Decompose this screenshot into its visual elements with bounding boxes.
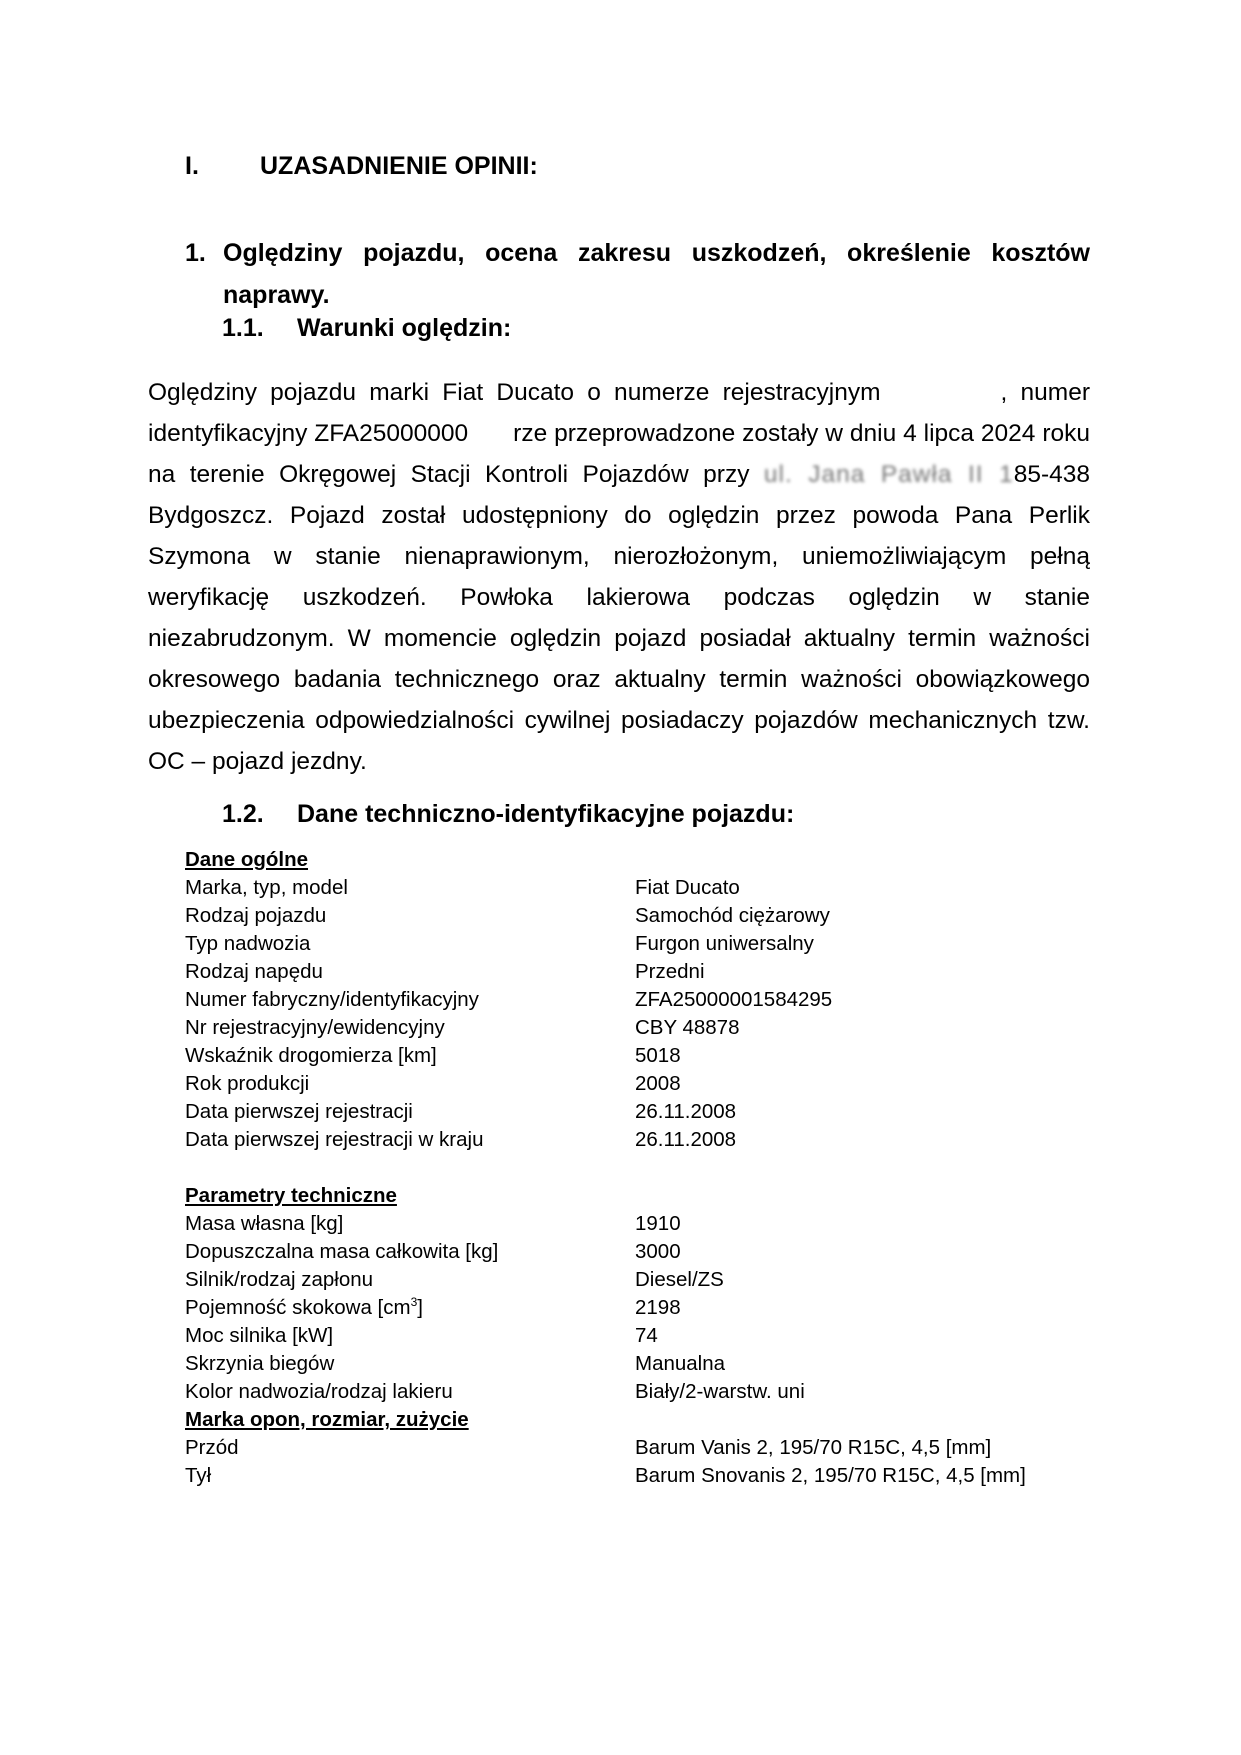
table-row: [185, 1434, 1085, 1462]
row-value: Samochód ciężarowy: [635, 904, 830, 927]
row-value: Manualna: [635, 1352, 726, 1375]
row-label-text: Tył: [185, 1464, 212, 1487]
row-value: 26.11.2008: [635, 1100, 737, 1123]
heading-number: 1.2.: [222, 800, 264, 828]
row-value: ZFA25000001584295: [635, 988, 833, 1011]
spacer: [185, 1154, 1085, 1182]
table-row: [185, 1210, 1085, 1238]
row-label-text: Nr rejestracyjny/ewidencyjny: [185, 1016, 445, 1039]
row-label-text: Pojemność skokowa [cm: [185, 1296, 411, 1319]
row-label-text: Przód: [185, 1436, 239, 1459]
row-label: [185, 930, 635, 958]
heading-number: 1.1.: [222, 314, 264, 342]
row-label: [185, 986, 635, 1014]
table-row: [185, 1042, 1085, 1070]
row-label: [185, 902, 635, 930]
paragraph-text: Oględziny pojazdu marki Fiat Ducato o numerze rejestracyjnym: [148, 379, 881, 406]
table-row: [185, 1350, 1085, 1378]
row-label: [185, 874, 635, 902]
row-label: [185, 1266, 635, 1294]
paragraph-text: rze przeprowadzone zostały w dniu 4 lipca 2024 roku na terenie Okręgowej Stacji Kontroli Pojazdów przy: [148, 420, 1090, 488]
table-row: [185, 1378, 1085, 1406]
redacted-address: ul. Jana Pawła II 1: [763, 461, 1014, 488]
table-row: [185, 1070, 1085, 1098]
row-value: 2198: [635, 1296, 681, 1319]
row-value: Biały/2-warstw. uni: [635, 1380, 805, 1403]
row-label-text: Wskaźnik drogomierza [km]: [185, 1044, 437, 1067]
row-label: [185, 1210, 635, 1238]
heading-number: I.: [185, 152, 199, 180]
row-value: CBY 48878: [635, 1016, 740, 1039]
table-row: [185, 1014, 1085, 1042]
table-row: [185, 930, 1085, 958]
vehicle-data-table: [185, 846, 1085, 1490]
row-label: [185, 1294, 635, 1322]
row-label: [185, 1350, 635, 1378]
heading-text: Warunki oględzin:: [297, 314, 512, 342]
heading-text: Dane techniczno-identyfikacyjne pojazdu:: [297, 800, 795, 828]
table-row: [185, 958, 1085, 986]
row-label: [185, 1098, 635, 1126]
row-value: Fiat Ducato: [635, 876, 740, 899]
table-row: [185, 1266, 1085, 1294]
row-value: 5018: [635, 1044, 681, 1067]
paragraph-text: , numer identyfikacyjny ZFA25000000: [148, 379, 1091, 447]
row-label-text: Rok produkcji: [185, 1072, 310, 1095]
row-value: 1910: [635, 1212, 681, 1235]
row-label-text: Rodzaj pojazdu: [185, 904, 327, 927]
table-row: [185, 902, 1085, 930]
row-label-text: Data pierwszej rejestracji: [185, 1100, 413, 1123]
row-label-text: Skrzynia biegów: [185, 1352, 335, 1375]
row-value: Barum Snovanis 2, 195/70 R15C, 4,5 [mm]: [635, 1464, 1026, 1487]
row-label-text: Numer fabryczny/identyfikacyjny: [185, 988, 479, 1011]
table-row: [185, 1126, 1085, 1154]
table-row: [185, 1462, 1085, 1490]
row-label-text: Masa własna [kg]: [185, 1212, 344, 1235]
row-label-text: Silnik/rodzaj zapłonu: [185, 1268, 374, 1291]
row-label: [185, 1042, 635, 1070]
table-row: [185, 874, 1085, 902]
table-row: [185, 1294, 1085, 1322]
row-label-text: Typ nadwozia: [185, 932, 311, 955]
row-value: Przedni: [635, 960, 705, 983]
section-heading-i: [185, 152, 538, 181]
row-value: Furgon uniwersalny: [635, 932, 814, 955]
row-value: 26.11.2008: [635, 1128, 737, 1151]
row-value: 2008: [635, 1072, 681, 1095]
heading-number: 1.: [185, 239, 206, 267]
row-value: Barum Vanis 2, 195/70 R15C, 4,5 [mm]: [635, 1436, 992, 1459]
row-label-text: Dopuszczalna masa całkowita [kg]: [185, 1240, 499, 1263]
row-label-text: Kolor nadwozia/rodzaj lakieru: [185, 1380, 453, 1403]
row-value: 3000: [635, 1240, 681, 1263]
row-label: [185, 1014, 635, 1042]
table-row: [185, 1322, 1085, 1350]
row-label-text: Data pierwszej rejestracji w kraju: [185, 1128, 484, 1151]
row-label-text: Marka, typ, model: [185, 876, 348, 899]
heading-text: Oględziny pojazdu, ocena zakresu uszkodzeń, określenie kosztów naprawy.: [223, 239, 1090, 309]
row-label-superscript: 3: [410, 1295, 418, 1310]
subsection-heading-1-1: [222, 314, 511, 343]
row-label: [185, 1126, 635, 1154]
paragraph-text: 85-438 Bydgoszcz. Pojazd został udostępniony do oględzin przez powoda Pana Perlik Szymona w stanie nienaprawionym, nierozłożonym, uniemożliwiającym pełną weryfikację uszkodzeń. Powłoka lakierowa podczas oględzin w stanie niezabrudzonym. W momencie oględzin pojazd posiadał aktualny termin ważności okresowego badania technicznego oraz aktualny termin ważności obowiązkowego ubezpieczenia odpowiedzialności cywilnej posiadaczy pojazdów mechanicznych tzw. OC – pojazd jezdny.: [148, 461, 1090, 775]
table-row: [185, 1238, 1085, 1266]
subsection-heading-1-2: [222, 800, 794, 829]
row-label-text: ]: [417, 1296, 423, 1319]
row-value: 74: [635, 1324, 658, 1347]
heading-text: UZASADNIENIE OPINII:: [260, 152, 538, 180]
row-label: [185, 1434, 635, 1462]
row-label: [185, 1378, 635, 1406]
row-value: Diesel/ZS: [635, 1268, 724, 1291]
row-label: [185, 1322, 635, 1350]
row-label-text: Rodzaj napędu: [185, 960, 323, 983]
table-row: [185, 986, 1085, 1014]
section-title-technical: Parametry techniczne: [185, 1184, 397, 1207]
row-label: [185, 1462, 635, 1490]
table-row: [185, 1098, 1085, 1126]
section-title-tires: Marka opon, rozmiar, zużycie: [185, 1408, 469, 1431]
subsection-heading-1: [185, 232, 1090, 316]
inspection-conditions-paragraph: [148, 372, 1090, 782]
row-label: [185, 958, 635, 986]
row-label: [185, 1070, 635, 1098]
row-label: [185, 1238, 635, 1266]
section-title-general: Dane ogólne: [185, 848, 309, 871]
row-label-text: Moc silnika [kW]: [185, 1324, 334, 1347]
